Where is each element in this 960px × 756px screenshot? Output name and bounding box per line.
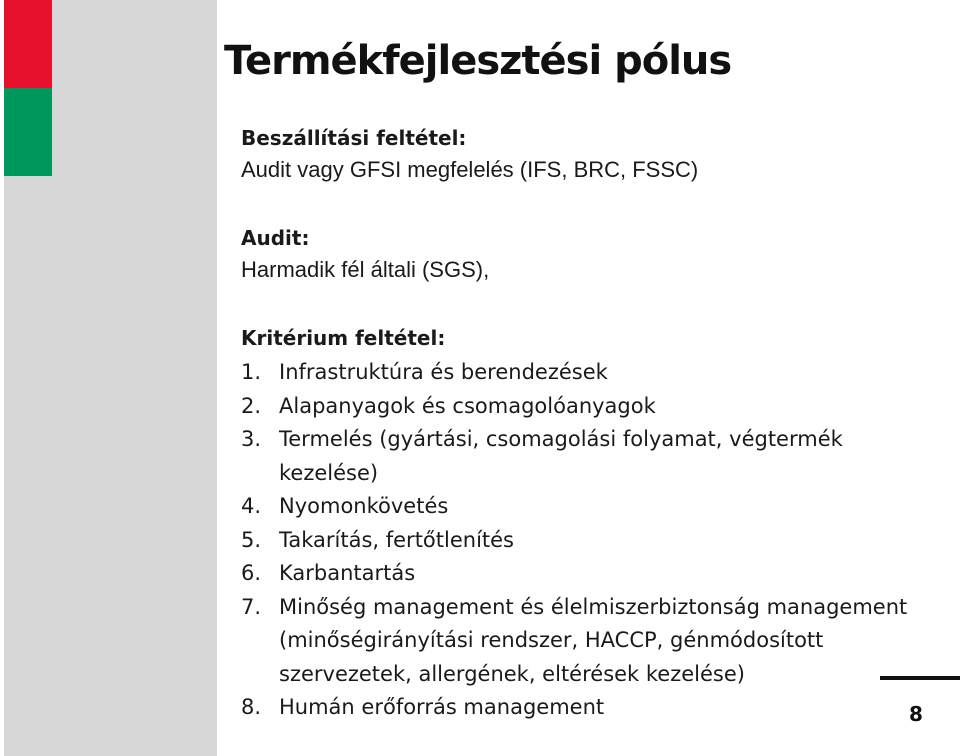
- audit-heading: Audit:: [241, 226, 310, 250]
- supplier-condition-section: [241, 122, 698, 186]
- list-item-text: [279, 423, 843, 490]
- list-item: [241, 591, 907, 692]
- list-item-text: [279, 691, 604, 725]
- list-item-text: [279, 591, 907, 692]
- slide-title: Termékfejlesztési pólus: [224, 38, 732, 84]
- audit-text: Harmadik fél általi (SGS),: [241, 257, 490, 282]
- supplier-condition-heading: Beszállítási feltétel:: [241, 126, 467, 150]
- list-item-line: Minőség management és élelmiszerbiztonság management: [279, 594, 908, 619]
- list-item-line: Karbantartás: [279, 561, 416, 585]
- list-item-text: [279, 356, 608, 390]
- supplier-condition-text: Audit vagy GFSI megfelelés (IFS, BRC, FSSC): [241, 157, 699, 182]
- list-item-line: Takarítás, fertőtlenítés: [279, 527, 514, 552]
- audit-section: [241, 222, 489, 286]
- list-item: [241, 390, 907, 424]
- list-item: [241, 490, 907, 524]
- list-item-number: 5.: [241, 527, 262, 552]
- list-item-text: [279, 390, 656, 424]
- criteria-list: [241, 356, 907, 725]
- list-item-line: (minőségirányítási rendszer, HACCP, génmódosított: [279, 628, 824, 652]
- page-number: 8: [909, 702, 923, 726]
- list-item-line: szervezetek, allergének, eltérések kezelése): [279, 661, 745, 686]
- list-item-line: kezelése): [279, 460, 379, 485]
- list-item-text: [279, 524, 514, 558]
- list-item-text: [279, 490, 448, 524]
- criteria-section: [241, 322, 445, 354]
- list-item-number: 6.: [241, 561, 262, 585]
- flag-green-stripe: [4, 88, 52, 176]
- list-item-number: 1.: [241, 360, 262, 384]
- list-item-number: 4.: [241, 494, 262, 518]
- list-item-number: 2.: [241, 393, 262, 418]
- page-number-rule: [880, 676, 960, 680]
- flag-red-stripe: [4, 0, 52, 88]
- list-item-number: 3.: [241, 427, 262, 451]
- list-item-line: Alapanyagok és csomagolóanyagok: [279, 393, 656, 418]
- list-item-line: Infrastruktúra és berendezések: [279, 360, 608, 384]
- list-item-line: Humán erőforrás management: [279, 695, 605, 719]
- list-item-line: Termelés (gyártási, csomagolási folyamat, végtermék: [279, 427, 843, 451]
- criteria-heading: Kritérium feltétel:: [241, 326, 446, 350]
- list-item-text: [279, 557, 415, 591]
- list-item: [241, 356, 907, 390]
- list-item: [241, 423, 907, 490]
- list-item-number: 8.: [241, 695, 262, 719]
- list-item: [241, 691, 907, 725]
- list-item-line: Nyomonkövetés: [279, 494, 449, 518]
- list-item: [241, 524, 907, 558]
- list-item: [241, 557, 907, 591]
- list-item-number: 7.: [241, 594, 262, 619]
